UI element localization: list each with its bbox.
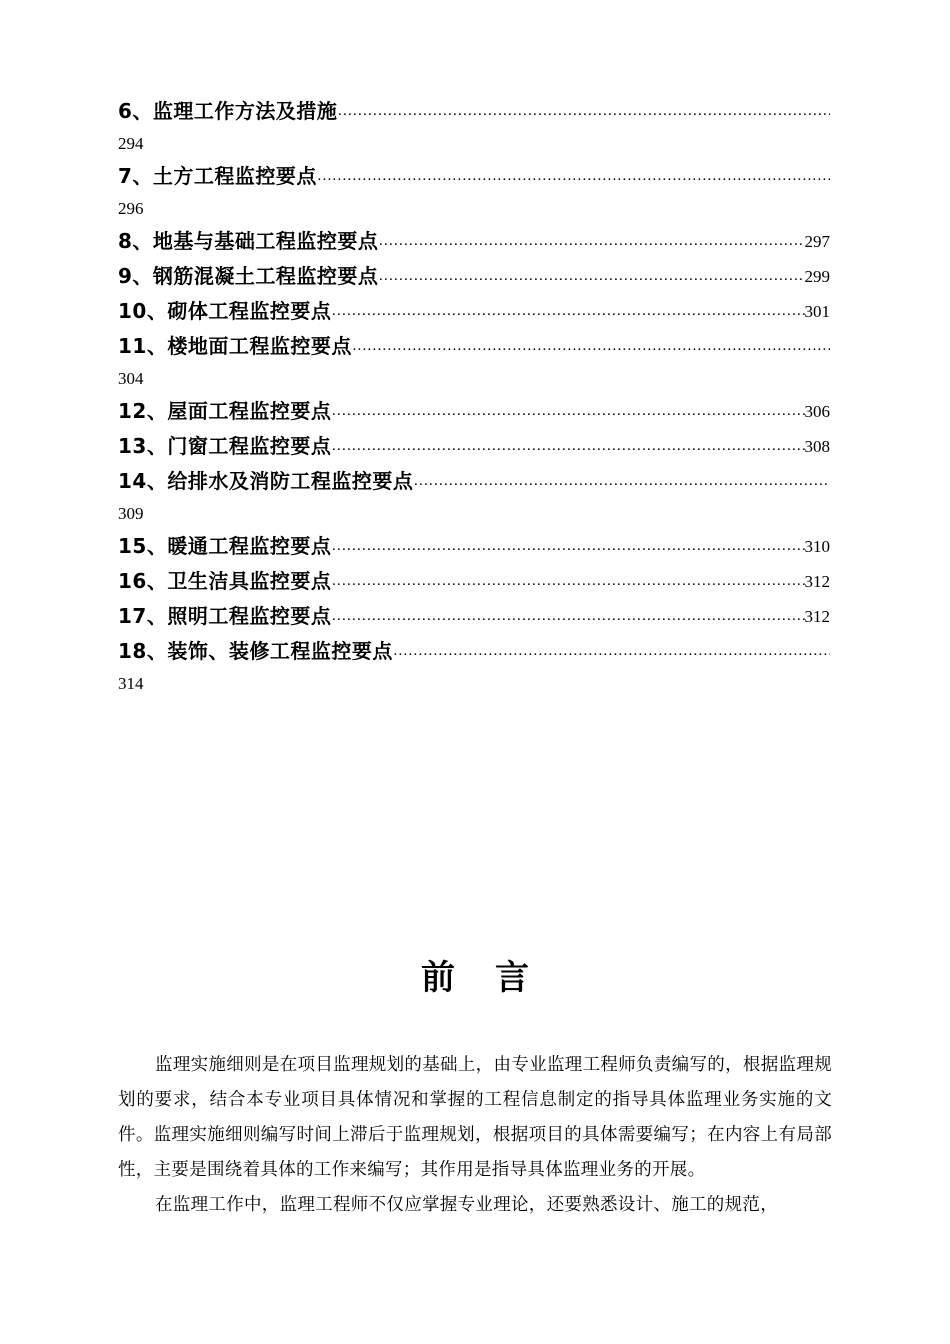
toc-entry-page: 306 [804, 402, 830, 421]
toc-dot-leader [331, 564, 804, 599]
toc-dot-leader [337, 94, 830, 129]
toc-entry[interactable] [118, 599, 830, 634]
toc-dot-leader [413, 464, 830, 499]
toc-dot-leader [378, 259, 804, 294]
toc-entry-page: 309 [118, 504, 144, 523]
toc-entry[interactable] [118, 429, 830, 464]
toc-entry-page: 301 [804, 302, 830, 321]
preface-heading: 前言 [421, 958, 569, 998]
toc-entry[interactable] [118, 529, 830, 564]
toc-entry-title: 14、给排水及消防工程监控要点 [118, 469, 414, 493]
toc-entry[interactable] [118, 329, 830, 394]
toc-entry-page: 297 [804, 232, 830, 251]
preface-paragraph: 监理实施细则是在项目监理规划的基础上，由专业监理工程师负责编写的，根据监理规划的要求，结合本专业项目具体情况和掌握的工程信息制定的指导具体监理业务实施的文件。监理实施细则编写时间上滞后于监理规划，根据项目的具体需要编写；在内容上有局部性，主要是围绕着具体的工作来编写；其作用是指导具体监理业务的开展。 [118, 1055, 832, 1180]
toc-entry-title: 11、楼地面工程监控要点 [118, 334, 352, 358]
toc-entry-title: 13、门窗工程监控要点 [118, 434, 332, 458]
toc-entry-page: 299 [804, 267, 830, 286]
toc-entry[interactable] [118, 94, 830, 159]
toc-entry[interactable] [118, 259, 830, 294]
toc-entry-page: 294 [118, 134, 144, 153]
toc-dot-leader [331, 394, 804, 429]
toc-entry-title: 7、土方工程监控要点 [118, 164, 317, 188]
toc-entry-title: 9、钢筋混凝土工程监控要点 [118, 264, 379, 288]
toc-entry-title: 12、屋面工程监控要点 [118, 399, 332, 423]
toc-dot-leader [331, 599, 804, 634]
toc-entry-page: 312 [804, 572, 830, 591]
toc-entry-title: 16、卫生洁具监控要点 [118, 569, 332, 593]
toc-entry[interactable] [118, 294, 830, 329]
preface-body [118, 1048, 832, 1223]
toc-entry-page: 312 [804, 607, 830, 626]
toc-entry[interactable] [118, 564, 830, 599]
toc-entry[interactable] [118, 634, 830, 699]
toc-entry-page: 310 [804, 537, 830, 556]
toc-entry[interactable] [118, 159, 830, 224]
table-of-contents [118, 94, 830, 699]
toc-entry-title: 17、照明工程监控要点 [118, 604, 332, 628]
toc-entry-title: 8、地基与基础工程监控要点 [118, 229, 379, 253]
toc-entry-page: 296 [118, 199, 144, 218]
toc-dot-leader [393, 634, 830, 669]
toc-entry-page: 314 [118, 674, 144, 693]
preface-paragraph: 在监理工作中，监理工程师不仅应掌握专业理论，还要熟悉设计、施工的规范， [155, 1195, 778, 1215]
toc-entry-title: 15、暖通工程监控要点 [118, 534, 332, 558]
toc-dot-leader [331, 429, 804, 464]
toc-entry[interactable] [118, 224, 830, 259]
toc-dot-leader [331, 529, 804, 564]
toc-dot-leader [317, 159, 830, 194]
toc-entry-page: 304 [118, 369, 144, 388]
toc-dot-leader [331, 294, 804, 329]
toc-entry[interactable] [118, 394, 830, 429]
toc-entry-page: 308 [804, 437, 830, 456]
toc-dot-leader [352, 329, 830, 364]
toc-entry-title: 10、砌体工程监控要点 [118, 299, 332, 323]
toc-entry-title: 6、监理工作方法及措施 [118, 99, 338, 123]
toc-entry-title: 18、装饰、装修工程监控要点 [118, 639, 393, 663]
toc-entry[interactable] [118, 464, 830, 529]
toc-dot-leader [378, 224, 804, 259]
